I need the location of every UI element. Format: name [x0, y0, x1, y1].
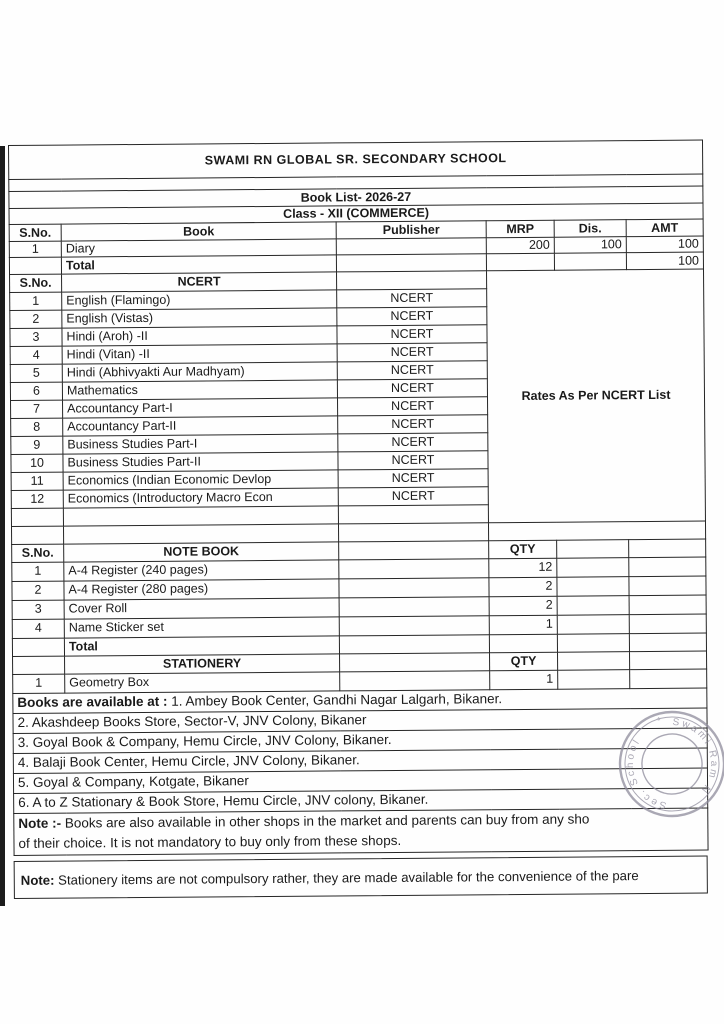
col-amt: AMT: [626, 219, 703, 236]
svg-text:Swami Ram N: [669, 708, 724, 800]
shop-3: 3. Goyal Book & Company, Hemu Circle, JNV Colony, Bikaner.: [13, 728, 707, 753]
table-row: 3 Cover Roll 2: [12, 595, 706, 619]
table-row: 12 Economics (Introductory Macro Econ NCERT: [11, 485, 705, 508]
cell-book: Economics (Introductory Macro Econ: [63, 487, 338, 507]
col-mrp: MRP: [486, 220, 554, 237]
cell-publisher: NCERT: [337, 306, 487, 325]
cell-item: Cover Roll: [64, 597, 339, 618]
cell-publisher: NCERT: [337, 378, 487, 397]
col-publisher: Publisher: [336, 221, 486, 239]
shop-1: 1. Ambey Book Center, Gandhi Nagar Lalgarh, Bikaner.: [171, 691, 503, 709]
cell-publisher: NCERT: [338, 432, 488, 451]
note2-box: [14, 856, 708, 899]
cell-mrp: 200: [486, 237, 554, 254]
table-row: 1 English (Flamingo) NCERT: [10, 287, 704, 310]
cell-qty: 1: [489, 615, 557, 635]
table-row: [9, 140, 703, 179]
shop-4: 4. Balaji Book Center, Hemu Circle, JNV Colony, Bikaner.: [13, 748, 707, 773]
table-row: 1 Geometry Box 1: [13, 669, 707, 693]
cell-qty: 12: [489, 558, 557, 578]
cell-dis: 100: [554, 236, 626, 253]
cell-book: Accountancy Part-I: [63, 397, 338, 417]
col-dis: Dis.: [554, 220, 626, 237]
shop-5: 5. Goyal & Company, Kotgate, Bikaner: [13, 768, 707, 793]
cell-publisher: NCERT: [338, 486, 488, 505]
rates-note: Rates As Per NCERT List: [486, 269, 705, 523]
stationery-section-title: STATIONERY: [65, 653, 340, 673]
cell-item: A-4 Register (280 pages): [64, 578, 339, 599]
cell-amt: 100: [626, 236, 703, 253]
stamp-text-right: Swami Ram N: [671, 716, 720, 797]
col-sno: S.No.: [9, 224, 61, 241]
notebook-qty-header: QTY: [489, 540, 557, 559]
cell-qty: 2: [489, 577, 557, 597]
cell-item: Name Sticker set: [64, 616, 339, 637]
book-list-document: [8, 140, 708, 900]
scan-edge-artifact: [0, 146, 5, 906]
stamp-star: *: [656, 715, 663, 728]
cell-book: Hindi (Vitan) -II: [62, 343, 337, 363]
cell-publisher: NCERT: [337, 324, 487, 343]
ncert-sno-header: S.No.: [10, 274, 62, 292]
table-row: 6 Mathematics NCERT: [10, 377, 704, 400]
note-row: [14, 808, 708, 856]
cell-book: Hindi (Abhivyakti Aur Madhyam): [62, 361, 337, 381]
cell-publisher: NCERT: [337, 396, 487, 415]
table-row: 1 A-4 Register (240 pages) 12: [12, 557, 706, 581]
cell-book: Business Studies Part-II: [63, 451, 338, 471]
table-row: 2 A-4 Register (280 pages) 2: [12, 576, 706, 600]
table-row: 2 English (Vistas) NCERT: [10, 305, 704, 328]
table-row: 8 Accountancy Part-II NCERT: [11, 413, 705, 436]
notebook-sno-header: S.No.: [12, 544, 64, 562]
cell-qty: 1: [490, 670, 558, 690]
notebook-total-label: Total: [64, 635, 339, 655]
school-name: SWAMI RN GLOBAL SR. SECONDARY SCHOOL: [9, 140, 703, 179]
note1-label: Note :-: [18, 815, 65, 831]
total-label: Total: [61, 255, 336, 274]
table-row: 4 Name Sticker set 1: [12, 614, 706, 638]
col-book: Book: [61, 222, 336, 241]
cell-item: Geometry Box: [65, 671, 340, 692]
cell-item: A-4 Register (240 pages): [64, 559, 339, 580]
note2-text: Stationery items are not compulsory rather, they are made available for the convenience of the pare: [58, 867, 639, 888]
cell-qty: 2: [489, 596, 557, 616]
shop-6: 6. A to Z Stationary & Book Store, Hemu Circle, JNV colony, Bikaner.: [14, 788, 708, 813]
note1-text: Note :- Books are also available in other shops in the market and parents can buy from any sho of their choice. It is not mandatory to buy only from these shops.: [18, 810, 590, 852]
note2-label: Note:: [20, 872, 59, 888]
table-row: 3 Hindi (Aroh) -II NCERT: [10, 323, 704, 346]
cell-book: English (Flamingo): [62, 289, 337, 309]
stationery-qty-header: QTY: [489, 652, 557, 671]
cell-book: Hindi (Aroh) -II: [62, 325, 337, 345]
total-amt: 100: [626, 252, 703, 269]
cell-book: English (Vistas): [62, 307, 337, 327]
book-list-title: Book List- 2026-27: [9, 186, 703, 208]
ncert-section-title: NCERT: [62, 271, 337, 291]
cell-book: Business Studies Part-I: [63, 433, 338, 453]
cell-publisher: NCERT: [337, 342, 487, 361]
notebook-section-title: NOTE BOOK: [64, 541, 339, 561]
table-row: 11 Economics (Indian Economic Devlop NCERT: [11, 467, 705, 490]
availability-lead: Books are available at :: [17, 693, 172, 711]
cell-publisher: NCERT: [338, 468, 488, 487]
cell-publisher: NCERT: [338, 414, 488, 433]
table-row: 4 Hindi (Vitan) -II NCERT: [10, 341, 704, 364]
stamp-text-left: Sec. School: [624, 736, 668, 811]
cell-publisher: NCERT: [338, 450, 488, 469]
cell-sno: 1: [9, 241, 61, 258]
cell-book: Diary: [61, 238, 336, 257]
cell-book: Accountancy Part-II: [63, 415, 338, 435]
table-row: 5 Hindi (Abhivyakti Aur Madhyam) NCERT: [10, 359, 704, 382]
cell-publisher: NCERT: [337, 360, 487, 379]
shop-2: 2. Akashdeep Books Store, Sector-V, JNV Colony, Bikaner: [13, 708, 707, 733]
cell-book: Economics (Indian Economic Devlop: [63, 469, 338, 489]
cell-publisher: NCERT: [337, 288, 487, 307]
cell-book: Mathematics: [62, 379, 337, 399]
table-row: 10 Business Studies Part-II NCERT: [11, 449, 705, 472]
class-line: Class - XII (COMMERCE): [9, 203, 703, 225]
table-row: 7 Accountancy Part-I NCERT: [11, 395, 705, 418]
table-row: 9 Business Studies Part-I NCERT: [11, 431, 705, 454]
